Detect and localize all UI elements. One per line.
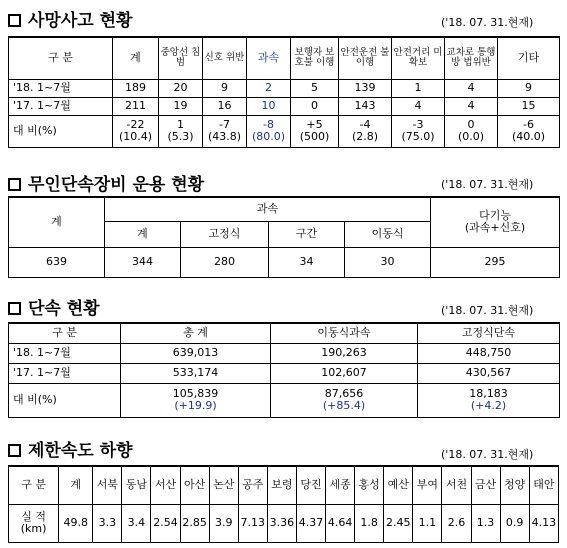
cell: 15 — [498, 97, 560, 115]
header-cell: 보행자 보호불 이행 — [291, 37, 339, 79]
header-cell: 고정식단속 — [418, 323, 560, 343]
header-cell: 서천 — [442, 466, 471, 504]
cell: -3 (75.0) — [392, 115, 445, 147]
table-row — [9, 363, 560, 383]
checkbox-square-icon — [8, 178, 21, 191]
cell: 4.64 — [326, 504, 355, 542]
cell: 143 — [339, 97, 392, 115]
section-title-speed-limit-reduction: 제한속도 하향 — [8, 436, 132, 461]
header-cell: 계 — [9, 197, 105, 247]
cell: 639 — [9, 247, 105, 277]
cell: 10 — [247, 97, 291, 115]
enforcement-status-table — [8, 322, 560, 418]
row-label: '17. 1~7월 — [9, 97, 113, 115]
cell: 20 — [159, 79, 203, 97]
table-row — [9, 343, 560, 363]
section-title-enforcement-equipment: 무인단속장비 운용 현황 — [8, 170, 204, 195]
header-cell: 금산 — [471, 466, 500, 504]
cell: 2.54 — [151, 504, 180, 542]
table-row — [9, 79, 560, 97]
header-cell: 총 계 — [121, 323, 271, 343]
table-header-row — [9, 323, 560, 343]
header-cell: 아산 — [180, 466, 209, 504]
header-cell: 보령 — [267, 466, 296, 504]
cell: 0 — [291, 97, 339, 115]
as-of-date: ('18. 07. 31.현재) — [441, 16, 534, 29]
header-cell: 계 — [105, 221, 181, 247]
cell: 4.13 — [529, 504, 558, 542]
header-cell: 구 분 — [9, 323, 121, 343]
header-cell: 예산 — [384, 466, 413, 504]
cell: 3.3 — [93, 504, 122, 542]
cell: 0.9 — [500, 504, 529, 542]
table-row — [9, 504, 559, 542]
fatal-accidents-table — [8, 36, 560, 148]
cell: 7.13 — [238, 504, 267, 542]
cell: -7 (43.8) — [203, 115, 247, 147]
cell: 1 (5.3) — [159, 115, 203, 147]
checkbox-square-icon — [8, 302, 21, 315]
header-cell: 청양 — [500, 466, 529, 504]
header-cell: 이동식 — [345, 221, 431, 247]
section-title-enforcement-status: 단속 현황 — [8, 294, 100, 319]
cell: 211 — [113, 97, 159, 115]
header-cell: 태안 — [529, 466, 558, 504]
cell: 0 (0.0) — [445, 115, 498, 147]
header-cell: 이동식과속 — [271, 323, 418, 343]
as-of-date: ('18. 07. 31.현재) — [441, 304, 534, 317]
header-cell: 과속 — [105, 197, 431, 221]
cell: 4 — [445, 97, 498, 115]
header-cell: 계 — [113, 37, 159, 79]
cell: 639,013 — [121, 343, 271, 363]
cell: 1 — [392, 79, 445, 97]
header-cell: 교차로 통행방 법위반 — [445, 37, 498, 79]
table-header-row — [9, 466, 559, 504]
cell: 1.3 — [471, 504, 500, 542]
cell: 2.6 — [442, 504, 471, 542]
table-row — [9, 115, 560, 147]
cell: 5 — [291, 79, 339, 97]
cell: 19 — [159, 97, 203, 115]
cell: 344 — [105, 247, 181, 277]
cell: 3.9 — [209, 504, 238, 542]
cell: 18,183 (+4.2) — [418, 383, 560, 417]
header-cell: 고정식 — [181, 221, 269, 247]
header-cell: 공주 — [238, 466, 267, 504]
cell: 30 — [345, 247, 431, 277]
header-cell: 안전거리 미확보 — [392, 37, 445, 79]
cell: 9 — [203, 79, 247, 97]
section-title-fatal-accidents: 사망사고 현황 — [8, 6, 132, 31]
cell: 280 — [181, 247, 269, 277]
cell: 430,567 — [418, 363, 560, 383]
table-header-row — [9, 197, 560, 221]
cell: 190,263 — [271, 343, 418, 363]
as-of-date: ('18. 07. 31.현재) — [441, 448, 534, 461]
row-label: '18. 1~7월 — [9, 343, 121, 363]
row-label: 실 적 (km) — [9, 504, 59, 542]
table-row — [9, 383, 560, 417]
cell: 533,174 — [121, 363, 271, 383]
header-cell: 중앙선 침범 — [159, 37, 203, 79]
header-cell: 논산 — [209, 466, 238, 504]
cell: 9 — [498, 79, 560, 97]
header-cell: 구 분 — [9, 466, 59, 504]
header-cell: 구간 — [269, 221, 345, 247]
cell: -8 (80.0) — [247, 115, 291, 147]
cell: 49.8 — [59, 504, 93, 542]
cell: -6 (40.0) — [498, 115, 560, 147]
cell: 3.4 — [122, 504, 151, 542]
cell: 105,839 (+19.9) — [121, 383, 271, 417]
row-label: 대 비(%) — [9, 115, 113, 147]
cell: 189 — [113, 79, 159, 97]
checkbox-square-icon — [8, 444, 21, 457]
cell: 448,750 — [418, 343, 560, 363]
header-cell: 구 분 — [9, 37, 113, 79]
cell: 3.36 — [267, 504, 296, 542]
cell: 139 — [339, 79, 392, 97]
table-header-row — [9, 37, 560, 79]
checkbox-square-icon — [8, 14, 21, 27]
speed-limit-reduction-table — [8, 465, 559, 543]
cell: 4 — [445, 79, 498, 97]
header-cell: 서북 — [93, 466, 122, 504]
table-row — [9, 247, 560, 277]
header-cell: 안전운전 불이행 — [339, 37, 392, 79]
cell: 34 — [269, 247, 345, 277]
cell: 2.45 — [384, 504, 413, 542]
cell: 4.37 — [296, 504, 325, 542]
header-cell: 동남 — [122, 466, 151, 504]
header-cell: 신호 위반 — [203, 37, 247, 79]
cell: +5 (500) — [291, 115, 339, 147]
header-cell: 서산 — [151, 466, 180, 504]
cell: 102,607 — [271, 363, 418, 383]
cell: 4 — [392, 97, 445, 115]
table-row — [9, 97, 560, 115]
cell: 2 — [247, 79, 291, 97]
cell: 295 — [431, 247, 560, 277]
header-cell: 부여 — [413, 466, 442, 504]
row-label: 대 비(%) — [9, 383, 121, 417]
row-label: '17. 1~7월 — [9, 363, 121, 383]
cell: 16 — [203, 97, 247, 115]
cell: -4 (2.8) — [339, 115, 392, 147]
enforcement-equipment-table — [8, 196, 560, 278]
header-cell: 과속 — [247, 37, 291, 79]
header-cell: 계 — [59, 466, 93, 504]
cell: 1.1 — [413, 504, 442, 542]
row-label: '18. 1~7월 — [9, 79, 113, 97]
cell: 87,656 (+85.4) — [271, 383, 418, 417]
header-cell: 기타 — [498, 37, 560, 79]
cell: 2.85 — [180, 504, 209, 542]
cell: -22 (10.4) — [113, 115, 159, 147]
header-cell: 홍성 — [355, 466, 384, 504]
header-cell: 다기능 (과속+신호) — [431, 197, 560, 247]
header-cell: 세종 — [326, 466, 355, 504]
cell: 1.8 — [355, 504, 384, 542]
header-cell: 당진 — [296, 466, 325, 504]
as-of-date: ('18. 07. 31.현재) — [441, 178, 534, 191]
